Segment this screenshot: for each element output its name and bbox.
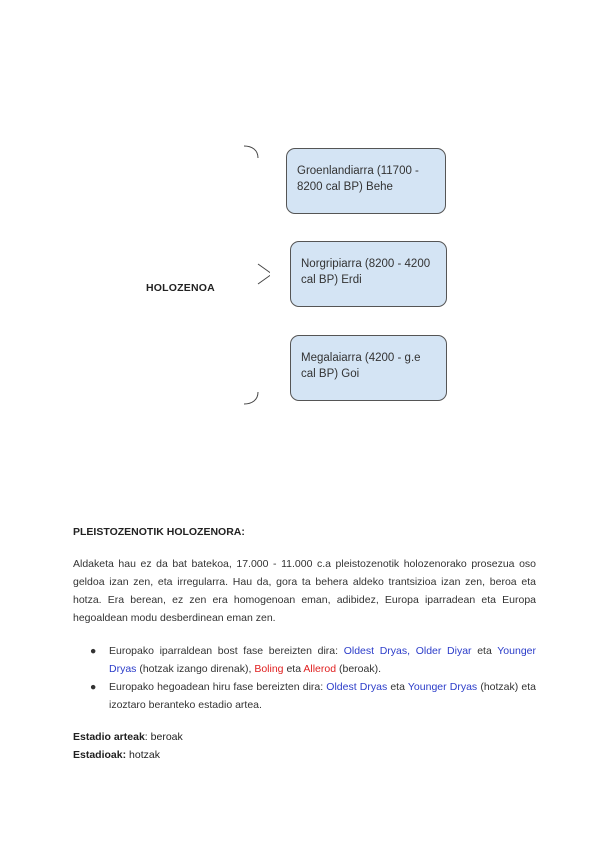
period-box-behe: Groenlandiarra (11700 - 8200 cal BP) Behe (286, 148, 446, 214)
list-item (73, 678, 536, 714)
term-younger-dryas: Younger Dryas (109, 645, 536, 675)
note-text: (hotzak izango direnak), (136, 663, 255, 675)
connector-text: eta (283, 663, 304, 675)
bullet-intro: Europako hegoadean hiru fase bereizten dira: (109, 681, 327, 693)
term-allerod: Allerod (303, 663, 337, 675)
definition-sep: : (144, 731, 151, 743)
definition-value: beroak (150, 731, 183, 743)
term-younger-dryas: Younger Dryas (407, 681, 478, 693)
definition-term: Estadio arteak (73, 731, 145, 743)
section-heading: PLEISTOZENOTIK HOLOZENORA: (73, 526, 245, 538)
bullet-intro: Europako iparraldean bost fase bereizten dira: (109, 645, 344, 657)
definition-term: Estadioak: (73, 749, 127, 761)
connector-text: eta (387, 681, 408, 693)
definition-value: hotzak (129, 749, 160, 761)
connector-text: eta (471, 645, 498, 657)
term-oldest-dryas: Oldest Dryas (326, 681, 388, 693)
curly-brace-connector (230, 140, 270, 410)
term-oldest-older: Oldest Dryas, Older Diyar (343, 645, 472, 657)
period-box-erdi: Norgripiarra (8200 - 4200 cal BP) Erdi (290, 241, 447, 307)
bullet-icon: ● (90, 645, 97, 657)
definition-estadio-arteak (73, 731, 183, 743)
definition-estadioak (73, 749, 160, 761)
term-boling: Boling (254, 663, 284, 675)
note-text: (beroak). (336, 663, 382, 675)
phase-list (73, 642, 536, 714)
bullet-icon: ● (90, 681, 97, 693)
note-text: (hotzak) eta izoztaro beranteko estadio artea. (109, 681, 536, 711)
intro-paragraph: Aldaketa hau ez da bat batekoa, 17.000 - 11.000 c.a pleistozenotik holozenorako prosezua oso geldoa izan zen, eta irregularra. Hau da, gora ta behera aldeko trantsizioa izan zen, beroa eta hotza. Era berean, ez zen era homogenoan eman, adibidez, Europa iparradean eta Europa hegoaldean modu desberdinean eman zen. (73, 558, 536, 624)
period-box-goi: Megalaiarra (4200 - g.e cal BP) Goi (290, 335, 447, 401)
holozenoa-label: HOLOZENOA (146, 282, 215, 294)
list-item (73, 642, 536, 678)
